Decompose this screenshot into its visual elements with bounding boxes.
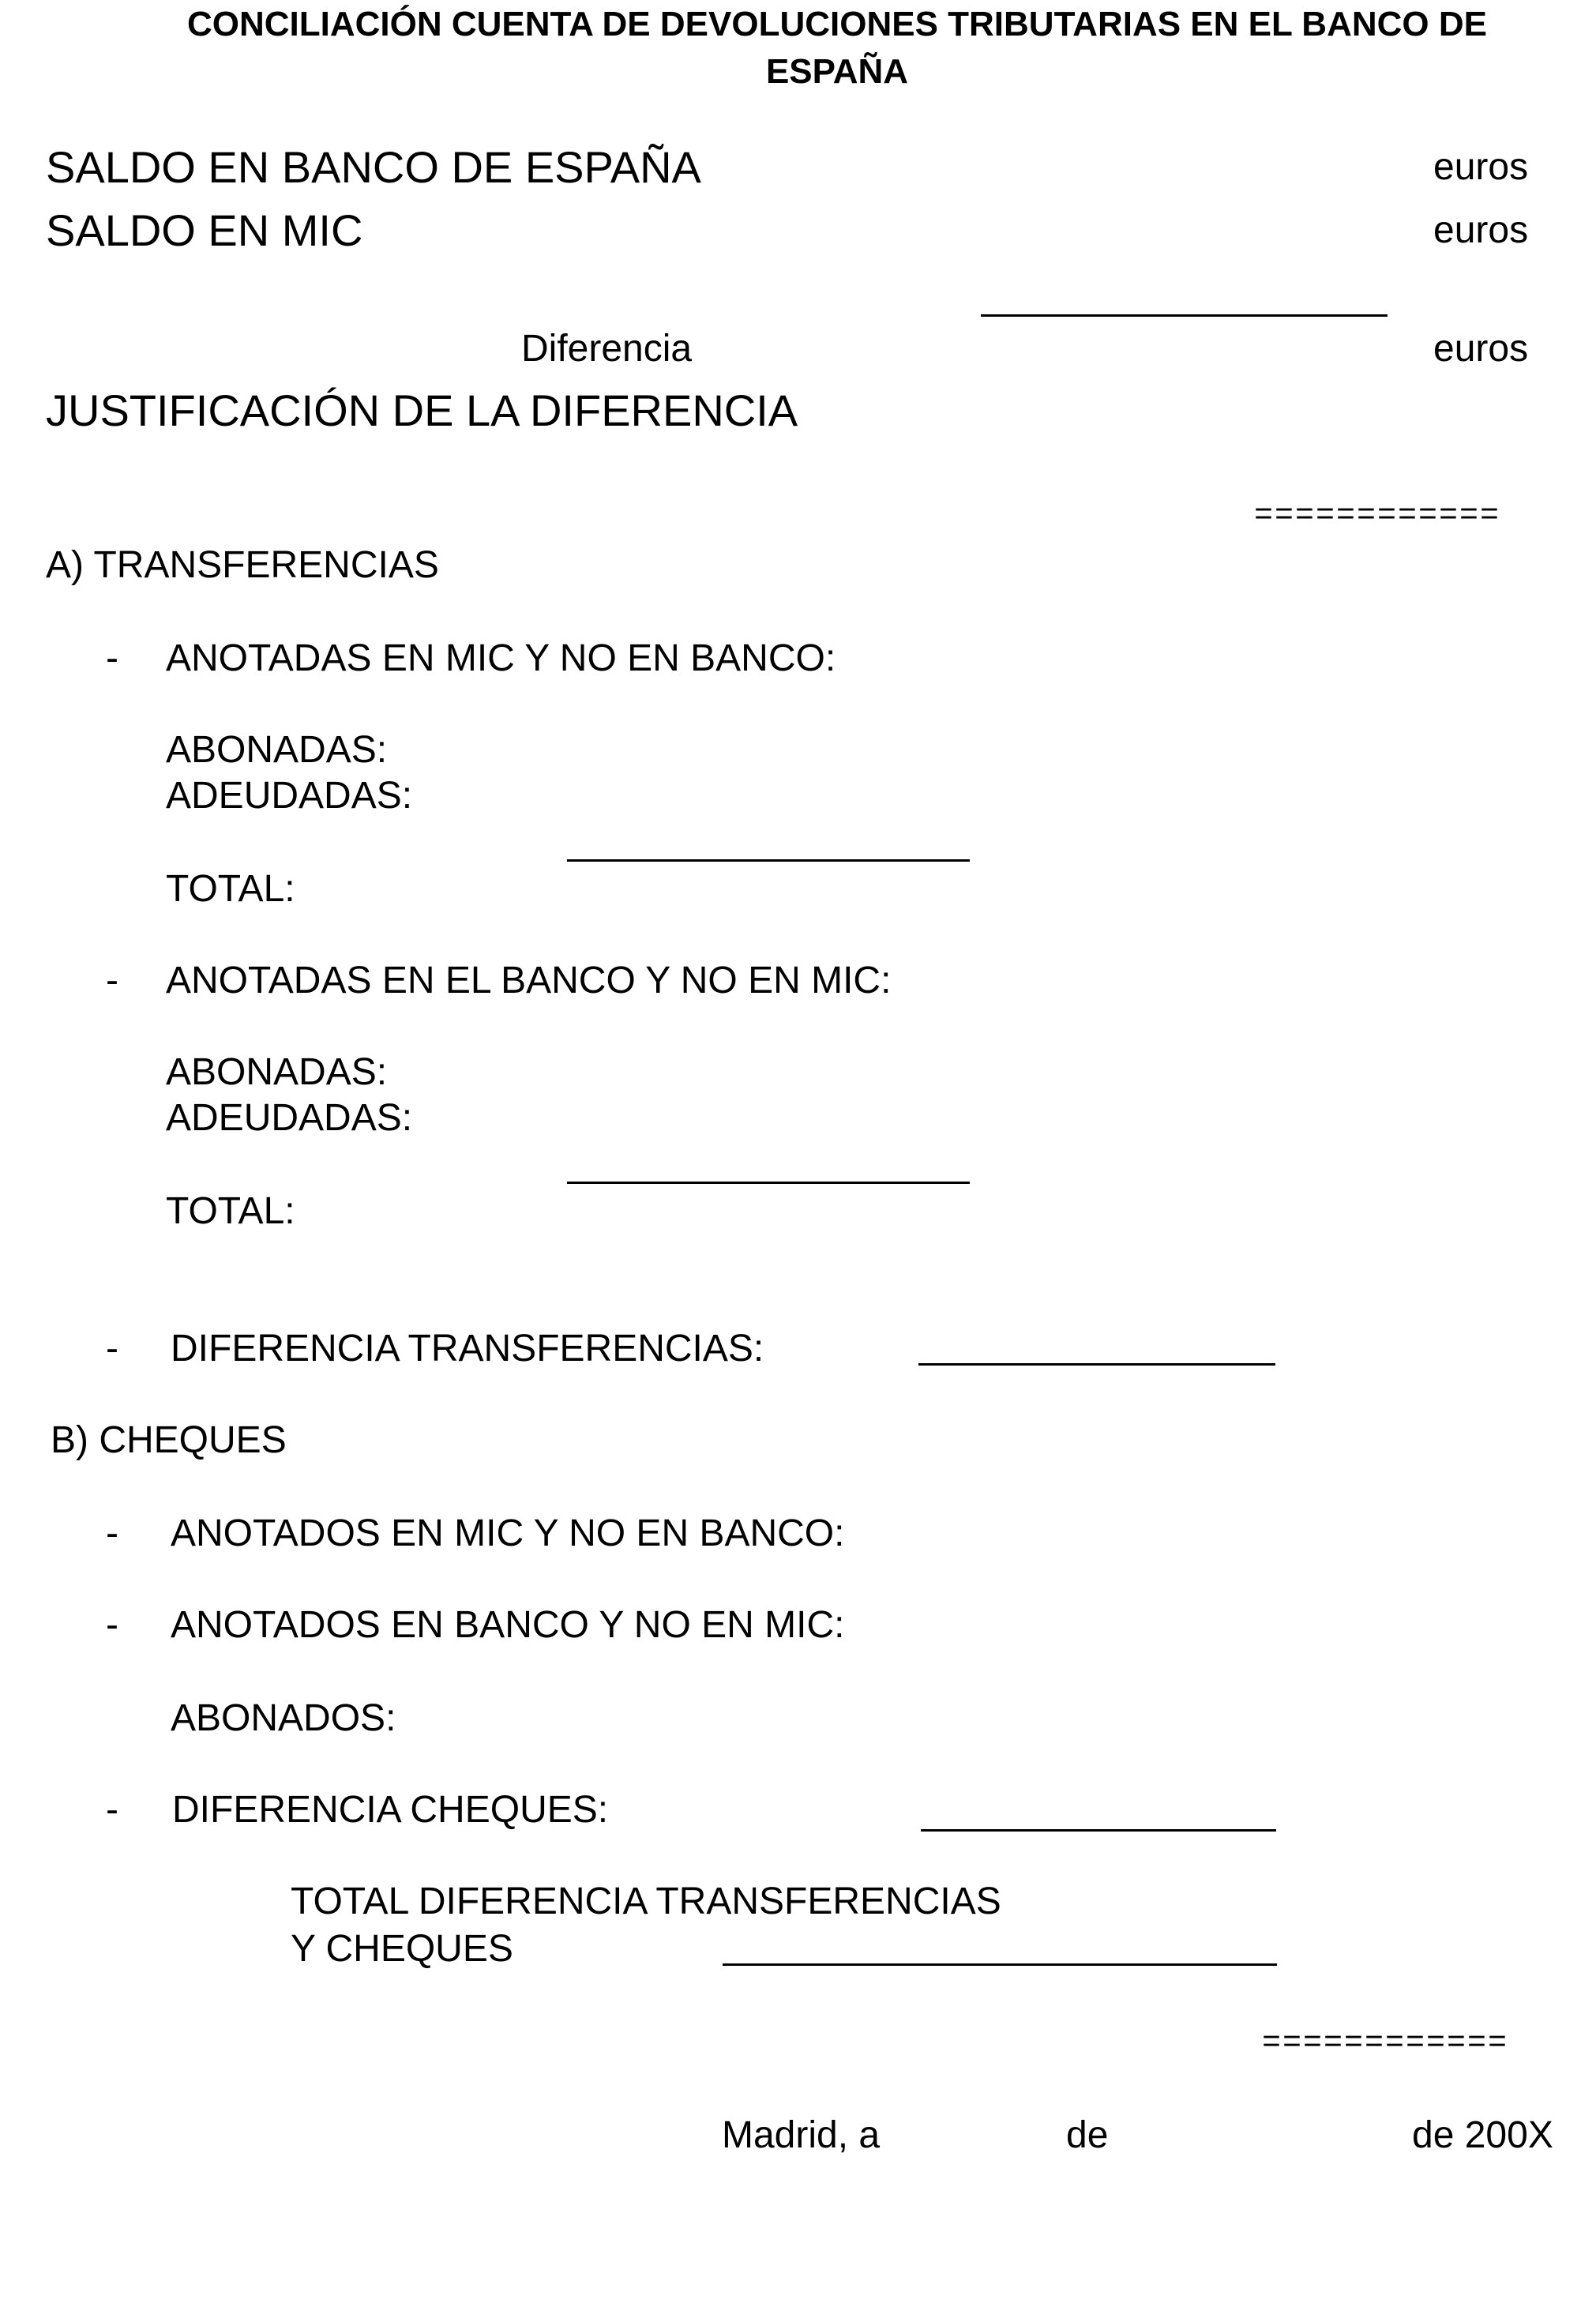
bullet-diferencia-transferencias: - — [106, 1328, 118, 1370]
diferencia-transferencias-label: DIFERENCIA TRANSFERENCIAS: — [171, 1328, 764, 1370]
diferencia-transferencias-rule — [918, 1363, 1275, 1366]
document-title-line2: ESPAÑA — [765, 52, 909, 91]
abonados-label: ABONADOS: — [171, 1697, 396, 1739]
anotadas-mic-label: ANOTADAS EN MIC Y NO EN BANCO: — [166, 637, 836, 679]
bullet-anotadas-banco: - — [106, 960, 118, 1001]
double-rule-bottom: ============ — [1262, 2026, 1509, 2061]
total-label-2: TOTAL: — [166, 1190, 295, 1232]
abonadas-label-1: ABONADAS: — [166, 729, 388, 771]
total-diferencia-line2: Y CHEQUES — [291, 1928, 513, 1970]
footer-de-year: de 200X — [1412, 2114, 1553, 2156]
section-a-heading: A) TRANSFERENCIAS — [46, 544, 439, 586]
total-rule-1 — [567, 859, 970, 862]
saldo-mic-label: SALDO EN MIC — [46, 205, 363, 255]
footer-madrid: Madrid, a — [722, 2114, 881, 2156]
footer-de: de — [1066, 2114, 1109, 2156]
document-title-line1: CONCILIACIÓN CUENTA DE DEVOLUCIONES TRIBUTARIAS EN EL BANCO DE — [187, 5, 1487, 43]
double-rule-top: ============ — [1254, 498, 1501, 534]
bullet-anotadas-mic: - — [106, 637, 118, 679]
anotadas-banco-label: ANOTADAS EN EL BANCO Y NO EN MIC: — [166, 960, 892, 1001]
diferencia-cheques-rule — [921, 1829, 1276, 1832]
bullet-diferencia-cheques: - — [106, 1789, 118, 1831]
adeudadas-label-1: ADEUDADAS: — [166, 775, 413, 817]
adeudadas-label-2: ADEUDADAS: — [166, 1097, 413, 1139]
total-rule-2 — [567, 1182, 970, 1184]
total-diferencia-rule — [723, 1963, 1277, 1966]
total-diferencia-line1: TOTAL DIFERENCIA TRANSFERENCIAS — [291, 1881, 1001, 1922]
abonadas-label-2: ABONADAS: — [166, 1051, 388, 1093]
bullet-anotados-banco: - — [106, 1604, 118, 1646]
anotados-banco-label: ANOTADOS EN BANCO Y NO EN MIC: — [171, 1604, 845, 1646]
diferencia-label: Diferencia — [521, 328, 693, 370]
total-label-1: TOTAL: — [166, 868, 295, 910]
section-b-heading: B) CHEQUES — [51, 1419, 287, 1461]
justificacion-heading: JUSTIFICACIÓN DE LA DIFERENCIA — [46, 385, 798, 435]
saldo-banco-unit: euros — [1433, 146, 1529, 188]
bullet-anotados-mic: - — [106, 1512, 118, 1554]
saldo-mic-unit: euros — [1433, 209, 1529, 251]
diferencia-cheques-label: DIFERENCIA CHEQUES: — [172, 1789, 609, 1831]
anotados-mic-label: ANOTADOS EN MIC Y NO EN BANCO: — [171, 1512, 845, 1554]
diferencia-unit: euros — [1433, 328, 1529, 370]
diferencia-rule — [981, 314, 1388, 317]
saldo-banco-label: SALDO EN BANCO DE ESPAÑA — [46, 142, 701, 192]
